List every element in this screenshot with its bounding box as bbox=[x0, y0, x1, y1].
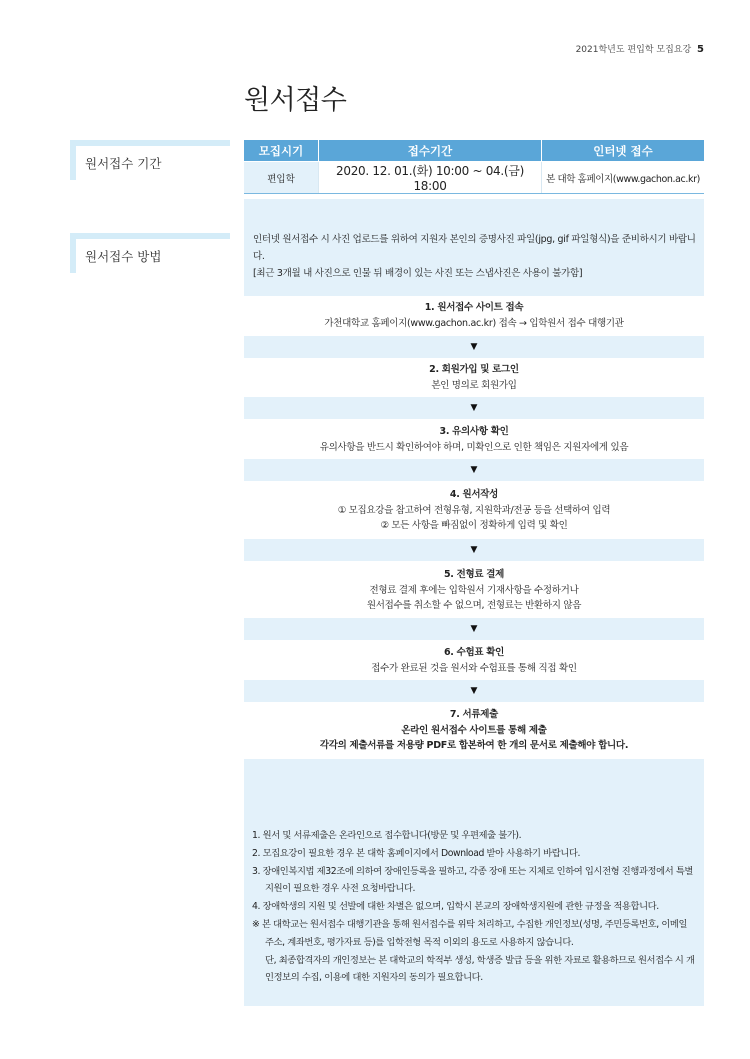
application-method-panel bbox=[244, 199, 704, 1006]
flow-step bbox=[244, 296, 704, 336]
down-arrow-icon: ▼ bbox=[244, 397, 704, 419]
step-title: 5. 전형료 결제 bbox=[443, 569, 505, 580]
step-text: 가천대학교 홈페이지(www.gachon.ac.kr) 접속 → 입학원서 접수 대행기관 bbox=[324, 317, 624, 329]
notes-list bbox=[244, 811, 704, 987]
flow-step bbox=[244, 358, 704, 397]
step-text: 각각의 제출서류를 저용량 PDF로 합본하여 한 개의 문서로 제출해야 합니다. bbox=[319, 740, 629, 751]
step-text: 전형료 결제 후에는 입학원서 기재사항을 수정하거나 bbox=[369, 584, 579, 596]
note-item: 1. 원서 및 서류제출은 온라인으로 접수합니다(방문 및 우편제출 불가). bbox=[252, 830, 522, 841]
table-cell: 2020. 12. 01.(화) 10:00 ~ 04.(금) 18:00 bbox=[319, 162, 542, 194]
table-header-row bbox=[244, 140, 704, 162]
note-item: 3. 장애인복지법 제32조에 의하여 장애인등록을 필하고, 각종 장애 또는 지체로 인하여 입시전형 진행과정에서 특별 지원이 필요한 경우 사전 요청바랍니다. bbox=[252, 865, 694, 895]
flow-step bbox=[244, 419, 704, 459]
note-item: ※ 본 대학교는 원서접수 대행기관을 통해 원서접수를 위탁 처리하고, 수집한 개인정보(성명, 주민등록번호, 이메일 주소, 계좌번호, 평가자료 등)를 입학전형 목적 이외의 용도로 사용하지 않습니다. bbox=[252, 918, 688, 948]
step-text: 온라인 원서접수 사이트를 통해 제출 bbox=[401, 724, 547, 736]
method-intro bbox=[244, 199, 704, 297]
section-label-period bbox=[70, 140, 230, 180]
intro-line: 인터넷 원서접수 시 사진 업로드를 위하여 지원자 본인의 증명사진 파일(jpg, gif 파일형식)을 준비하시기 바랍니다. bbox=[253, 234, 696, 262]
note-continuation: 단, 최종합격자의 개인정보는 본 대학교의 학적부 생성, 학생증 발급 등을 위한 자료로 활용하므로 원서접수 시 개인정보의 수집, 이용에 대한 지원자의 동의가 필요합니다. bbox=[265, 954, 695, 984]
step-text: 본인 명의로 회원가입 bbox=[431, 379, 517, 391]
note-item: 2. 모집요강이 필요한 경우 본 대학 홈페이지에서 Download 받아 사용하기 바랍니다. bbox=[252, 847, 581, 859]
step-text: ② 모든 사항을 빠짐없이 정확하게 입력 및 확인 bbox=[380, 520, 568, 531]
step-text: 유의사항을 반드시 확인하여야 하며, 미확인으로 인한 책임은 지원자에게 있음 bbox=[319, 441, 629, 453]
step-title: 4. 원서작성 bbox=[449, 489, 499, 500]
down-arrow-icon: ▼ bbox=[244, 459, 704, 481]
page-number: 5 bbox=[697, 44, 704, 55]
section-label-text: 원서접수 방법 bbox=[70, 239, 230, 273]
column-header: 모집시기 bbox=[244, 140, 319, 162]
step-title: 3. 유의사항 확인 bbox=[439, 426, 509, 437]
down-arrow-icon: ▼ bbox=[244, 618, 704, 640]
down-arrow-icon: ▼ bbox=[244, 680, 704, 702]
step-text: ① 모집요강을 참고하여 전형유형, 지원학과/전공 등을 선택하여 입력 bbox=[337, 504, 611, 516]
flow-step bbox=[244, 702, 704, 759]
step-title: 2. 회원가입 및 로그인 bbox=[429, 364, 519, 375]
intro-line: [최근 3개월 내 사진으로 인물 뒤 배경이 있는 사진 또는 스냅사진은 사용이 불가함] bbox=[253, 268, 583, 279]
note-item: 4. 장애학생의 지원 및 선발에 대한 차별은 없으며, 입학시 본교의 장애학생지원에 관한 규정을 적용합니다. bbox=[252, 901, 659, 913]
flow-step bbox=[244, 481, 704, 539]
application-flow bbox=[244, 296, 704, 759]
step-title: 7. 서류제출 bbox=[449, 709, 499, 720]
step-title: 1. 원서접수 사이트 접속 bbox=[424, 302, 524, 313]
step-text: 접수가 완료된 것을 원서와 수험표를 통해 직접 확인 bbox=[371, 662, 577, 674]
flow-step bbox=[244, 561, 704, 618]
page-title: 원서접수 bbox=[244, 85, 347, 116]
table-cell: 편입학 bbox=[244, 162, 319, 194]
flow-step bbox=[244, 640, 704, 680]
down-arrow-icon: ▼ bbox=[244, 539, 704, 561]
table-cell: 본 대학 홈페이지(www.gachon.ac.kr) bbox=[542, 162, 705, 194]
step-title: 6. 수험표 확인 bbox=[443, 647, 505, 658]
header-text: 2021학년도 편입학 모집요강 bbox=[575, 45, 692, 55]
application-period-table bbox=[244, 140, 704, 194]
column-header: 접수기간 bbox=[319, 140, 542, 162]
page-header bbox=[576, 42, 704, 55]
column-header: 인터넷 접수 bbox=[542, 140, 705, 162]
down-arrow-icon: ▼ bbox=[244, 336, 704, 358]
section-label-method bbox=[70, 233, 230, 273]
section-label-text: 원서접수 기간 bbox=[70, 146, 230, 180]
table-row bbox=[244, 162, 704, 194]
step-text: 원서접수를 취소할 수 없으며, 전형료는 반환하지 않음 bbox=[366, 600, 582, 611]
